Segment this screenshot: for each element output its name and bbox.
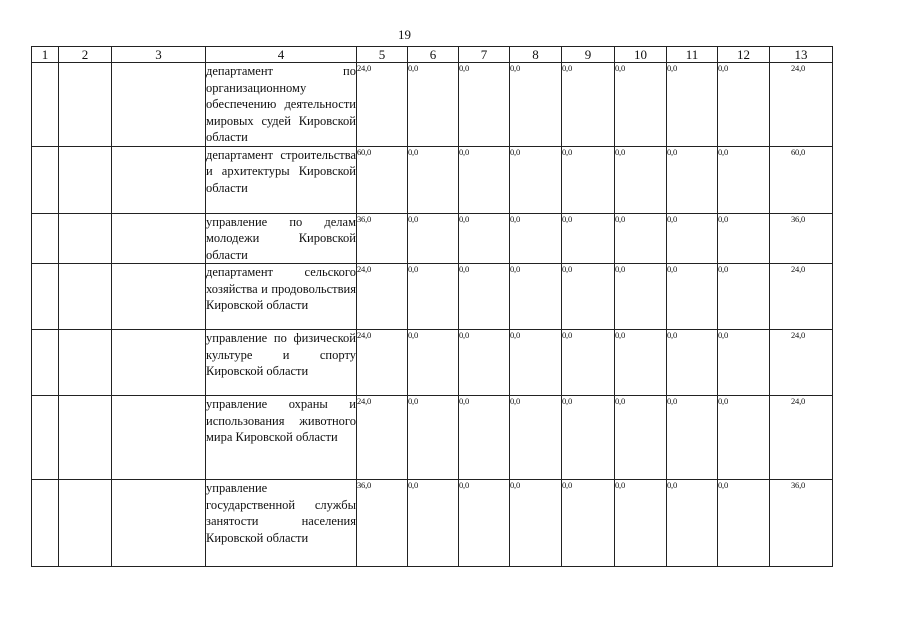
- value-cell: 0,0: [562, 213, 615, 264]
- empty-cell: [32, 330, 59, 396]
- value-cell: 0,0: [615, 480, 667, 567]
- empty-cell: [32, 63, 59, 147]
- value-cell: 0,0: [510, 213, 562, 264]
- budget-table: [31, 46, 833, 567]
- value-cell: 24,0: [357, 396, 408, 480]
- value-cell: 0,0: [408, 63, 459, 147]
- value-cell: 0,0: [615, 146, 667, 213]
- table-row: [32, 480, 833, 567]
- department-name: управление по делам молодежи Кировской области: [206, 214, 356, 262]
- empty-cell: [32, 213, 59, 264]
- empty-cell: [59, 330, 112, 396]
- table-row: [32, 396, 833, 480]
- empty-cell: [112, 63, 206, 147]
- value-cell: 0,0: [459, 480, 510, 567]
- value-cell: 0,0: [562, 396, 615, 480]
- value-cell: 0,0: [667, 213, 718, 264]
- value-cell: 0,0: [459, 264, 510, 330]
- value-cell: 0,0: [510, 146, 562, 213]
- empty-cell: [59, 480, 112, 567]
- empty-cell: [112, 396, 206, 480]
- value-cell: 0,0: [408, 146, 459, 213]
- empty-cell: [112, 480, 206, 567]
- value-cell: 0,0: [408, 330, 459, 396]
- value-cell: 24,0: [770, 63, 833, 147]
- department-name: департамент строительства и архитектуры Кировской области: [206, 146, 357, 213]
- value-cell: 0,0: [459, 63, 510, 147]
- column-header: 12: [718, 47, 770, 63]
- value-cell: 0,0: [510, 63, 562, 147]
- column-header: 7: [459, 47, 510, 63]
- empty-cell: [59, 63, 112, 147]
- value-cell: 0,0: [667, 63, 718, 147]
- value-cell: 0,0: [562, 480, 615, 567]
- table-row: [32, 63, 833, 147]
- value-cell: 0,0: [510, 330, 562, 396]
- column-header: 11: [667, 47, 718, 63]
- value-cell: 0,0: [718, 63, 770, 147]
- column-header: 5: [357, 47, 408, 63]
- value-cell: 0,0: [510, 264, 562, 330]
- value-cell: 24,0: [770, 396, 833, 480]
- value-cell: 0,0: [667, 330, 718, 396]
- value-cell: 0,0: [615, 63, 667, 147]
- value-cell: 0,0: [510, 396, 562, 480]
- value-cell: 0,0: [718, 396, 770, 480]
- department-name: департамент по организационному обеспечению деятельности мировых судей Кировской области: [206, 64, 356, 144]
- value-cell: 24,0: [357, 63, 408, 147]
- value-cell: 24,0: [770, 264, 833, 330]
- empty-cell: [59, 264, 112, 330]
- value-cell: 0,0: [615, 213, 667, 264]
- value-cell: 0,0: [562, 146, 615, 213]
- value-cell: 0,0: [718, 264, 770, 330]
- value-cell: 0,0: [615, 330, 667, 396]
- table-row: [32, 330, 833, 396]
- header-row: [32, 47, 833, 63]
- empty-cell: [59, 146, 112, 213]
- value-cell: 24,0: [357, 330, 408, 396]
- table-row: [32, 213, 833, 264]
- empty-cell: [112, 264, 206, 330]
- column-header: 3: [112, 47, 206, 63]
- value-cell: 0,0: [718, 146, 770, 213]
- empty-cell: [32, 396, 59, 480]
- value-cell: 0,0: [459, 213, 510, 264]
- empty-cell: [59, 213, 112, 264]
- value-cell: 24,0: [770, 330, 833, 396]
- value-cell: 0,0: [562, 264, 615, 330]
- column-header: 8: [510, 47, 562, 63]
- value-cell: 0,0: [615, 396, 667, 480]
- value-cell: 36,0: [357, 480, 408, 567]
- page-number: 19: [398, 27, 411, 42]
- value-cell: 0,0: [718, 213, 770, 264]
- empty-cell: [112, 146, 206, 213]
- value-cell: 24,0: [357, 264, 408, 330]
- department-name: управление охраны и использования животного мира Кировской области: [206, 396, 357, 480]
- value-cell: 0,0: [667, 396, 718, 480]
- value-cell: 0,0: [459, 396, 510, 480]
- value-cell: 0,0: [562, 63, 615, 147]
- column-header: 6: [408, 47, 459, 63]
- value-cell: 0,0: [459, 146, 510, 213]
- value-cell: 0,0: [718, 480, 770, 567]
- empty-cell: [112, 213, 206, 264]
- value-cell: 60,0: [357, 146, 408, 213]
- value-cell: 36,0: [770, 480, 833, 567]
- value-cell: 0,0: [562, 330, 615, 396]
- value-cell: 36,0: [770, 213, 833, 264]
- value-cell: 0,0: [615, 264, 667, 330]
- value-cell: 0,0: [667, 264, 718, 330]
- column-header: 2: [59, 47, 112, 63]
- column-header: 1: [32, 47, 59, 63]
- department-name: управление государственной службы занятости населения Кировской области: [206, 480, 357, 567]
- value-cell: 0,0: [718, 330, 770, 396]
- department-name: департамент сельского хозяйства и продовольствия Кировской области: [206, 264, 357, 330]
- empty-cell: [112, 330, 206, 396]
- value-cell: 0,0: [408, 480, 459, 567]
- empty-cell: [32, 146, 59, 213]
- value-cell: 0,0: [667, 480, 718, 567]
- table-row: [32, 146, 833, 213]
- empty-cell: [32, 480, 59, 567]
- value-cell: 0,0: [510, 480, 562, 567]
- empty-cell: [32, 264, 59, 330]
- column-header: 4: [206, 47, 357, 63]
- column-header: 9: [562, 47, 615, 63]
- value-cell: 0,0: [459, 330, 510, 396]
- column-header: 10: [615, 47, 667, 63]
- table-row: [32, 264, 833, 330]
- value-cell: 0,0: [408, 396, 459, 480]
- value-cell: 0,0: [408, 264, 459, 330]
- value-cell: 0,0: [667, 146, 718, 213]
- department-name: управление по физической культуре и спорту Кировской области: [206, 330, 357, 396]
- value-cell: 60,0: [770, 146, 833, 213]
- empty-cell: [59, 396, 112, 480]
- value-cell: 0,0: [408, 213, 459, 264]
- value-cell: 36,0: [357, 213, 408, 264]
- column-header: 13: [770, 47, 833, 63]
